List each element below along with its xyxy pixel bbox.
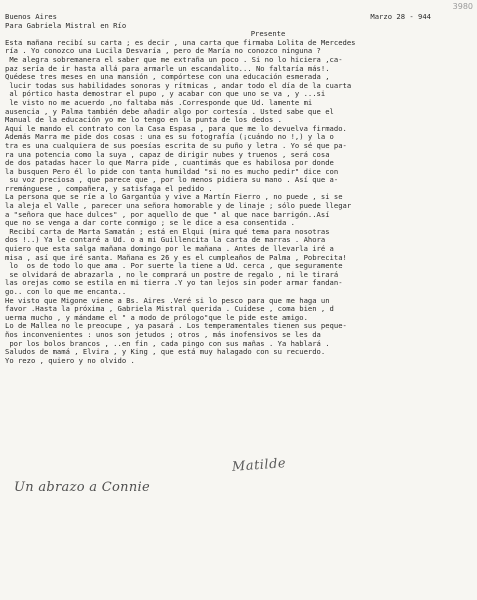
body-line: quiero que esta salga mañana domingo por le mañana . Antes de llevarla iré a <box>5 245 334 254</box>
body-line: su voz preciosa , que parece que , por lo menos pidiera su mano . Así que a- <box>5 176 339 185</box>
letter-header-row <box>5 13 471 22</box>
body-line: la busquen Pero él lo pide con tanta humildad "si no es mucho pedir" dice con <box>5 167 339 176</box>
body-line: misa , así que iré santa. Mañana es 26 y es el cumpleaños de Palma , Pobrecita! <box>5 253 347 262</box>
letter-body <box>5 13 471 365</box>
present-line: Presente <box>250 30 286 39</box>
body-line: por los bolos brancos , ..en fin , cada pingo con sus mañas . Ya hablará . <box>5 339 330 348</box>
body-line: lo os de todo lo que ama . Por suerte la tiene a Ud. cerca , que seguramente <box>5 262 343 271</box>
body-line: Manual de la educación yo me lo tengo en la punta de los dedos . <box>5 116 282 125</box>
body-line: las orejas como se estila en mi tierra .Y yo tan lejos sin poder armar fandan- <box>5 279 343 288</box>
body-line: lucir todas sus habilidades sonoras y rítmicas , andar todo el día de la cuarta <box>5 81 352 90</box>
signature: Matilde <box>231 456 287 475</box>
body-line: uerma mucho , y mándame el " a modo de prólogo"que le pide este amigo. <box>5 313 308 322</box>
body-line: ausencia , y Palma también debe añadir algo por cortesía . Usted sabe que el <box>5 107 334 116</box>
body-line: La persona que se ríe a lo Gargantúa y vive a Martín Fierro , no puede , si se <box>5 193 343 202</box>
body-line: rremánguese , compañera, y satisfaga el pedido . <box>5 184 213 193</box>
body-line: Recibí carta de Marta Samatán ; está en Elqui (mira qué tema para nosotras <box>5 227 330 236</box>
body-line: la aleja el Valle , parecer una señora homorable y de linaje ; sólo puede llegar <box>5 202 352 211</box>
handwritten-note: Un abrazo a Connie <box>14 480 150 495</box>
body-line: He visto que Migone viene a Bs. Aires .Veré si lo pesco para que me haga un <box>5 296 330 305</box>
body-line: Saludos de mamá , Elvira , y King , que está muy halagado con su recuerdo. <box>5 348 326 357</box>
body-line: Además Marra me pide dos cosas : una es su fotografía (¡cuándo no !,) y la o <box>5 133 334 142</box>
recipient-line: Para Gabriela Mistral en Río <box>5 21 127 30</box>
body-line: se olvidará de abrazarla , no le comprará un postre de regalo , ni le tirará <box>5 270 339 279</box>
body-line: ra una potencia como la suya , capaz de dirigir nubes y truenos , será cosa <box>5 150 330 159</box>
archive-code: 3980 <box>452 2 473 11</box>
body-line: Yo rezo , quiero y no olvido . <box>5 356 135 365</box>
place-line: Buenos Aires <box>5 12 57 21</box>
body-line: al pórtico hasta demostrar el pupo , y acabar con que uno se va , y ...si <box>5 90 326 99</box>
body-line: de dos patadas hacer lo que Marra pide , cuantimás que es habilosa por donde <box>5 159 334 168</box>
body-line: go.. con lo que me encanta.. <box>5 288 127 296</box>
body-line: Me alegra sobremanera el saber que me extraña un poco . Si no lo hiciera ,ca- <box>5 55 343 64</box>
body-line: tra es una cualquiera de sus poesías escrita de su puño y letra . Yo sé que pa- <box>5 141 347 150</box>
body-line: dos !..) Ya le contaré a Ud. o a mi Guillencita la carta de marras . Ahora <box>5 236 326 245</box>
body-line: ños inconvenientes : unos son jetudos ; otros , más inofensivos se les da <box>5 330 321 339</box>
body-line: que no se venga a dar corte conmigo ; se le dice a esa consentida . <box>5 219 295 228</box>
date-line: Marzo 28 - 944 <box>370 12 431 21</box>
body-line: le visto no me acuerdo ,no faltaba más .Corresponde que Ud. lamente mi <box>5 98 313 107</box>
body-line: paz sería de ir hasta allá para armarle un escandalito... No faltaría más!. <box>5 64 330 73</box>
body-line: Lo de Mallea no le preocupe , ya pasará . Los temperamentales tienen sus peque- <box>5 322 347 331</box>
body-line: favor .Hasta la próxima , Gabriela Mistral querida . Cuídese , coma bien , d <box>5 305 334 314</box>
body-line: Quédese tres meses en una mansión , compórtese con una educación esmerada , <box>5 73 330 82</box>
body-line: ría . Yo conozco una Lucila Desvaría , pero de María no conozco ninguna ? <box>5 47 321 56</box>
body-line: Esta mañana recibí su carta ; es decir , una carta que firmaba Lolita de Mercedes <box>5 38 356 47</box>
body-line: Aquí le mando el contrato con la Casa Espasa , para que me lo devuelva firmado. <box>5 124 347 133</box>
body-line: a "señora que hace dulces" , por aquello de que " al que nace barrigón..Así <box>5 210 330 219</box>
